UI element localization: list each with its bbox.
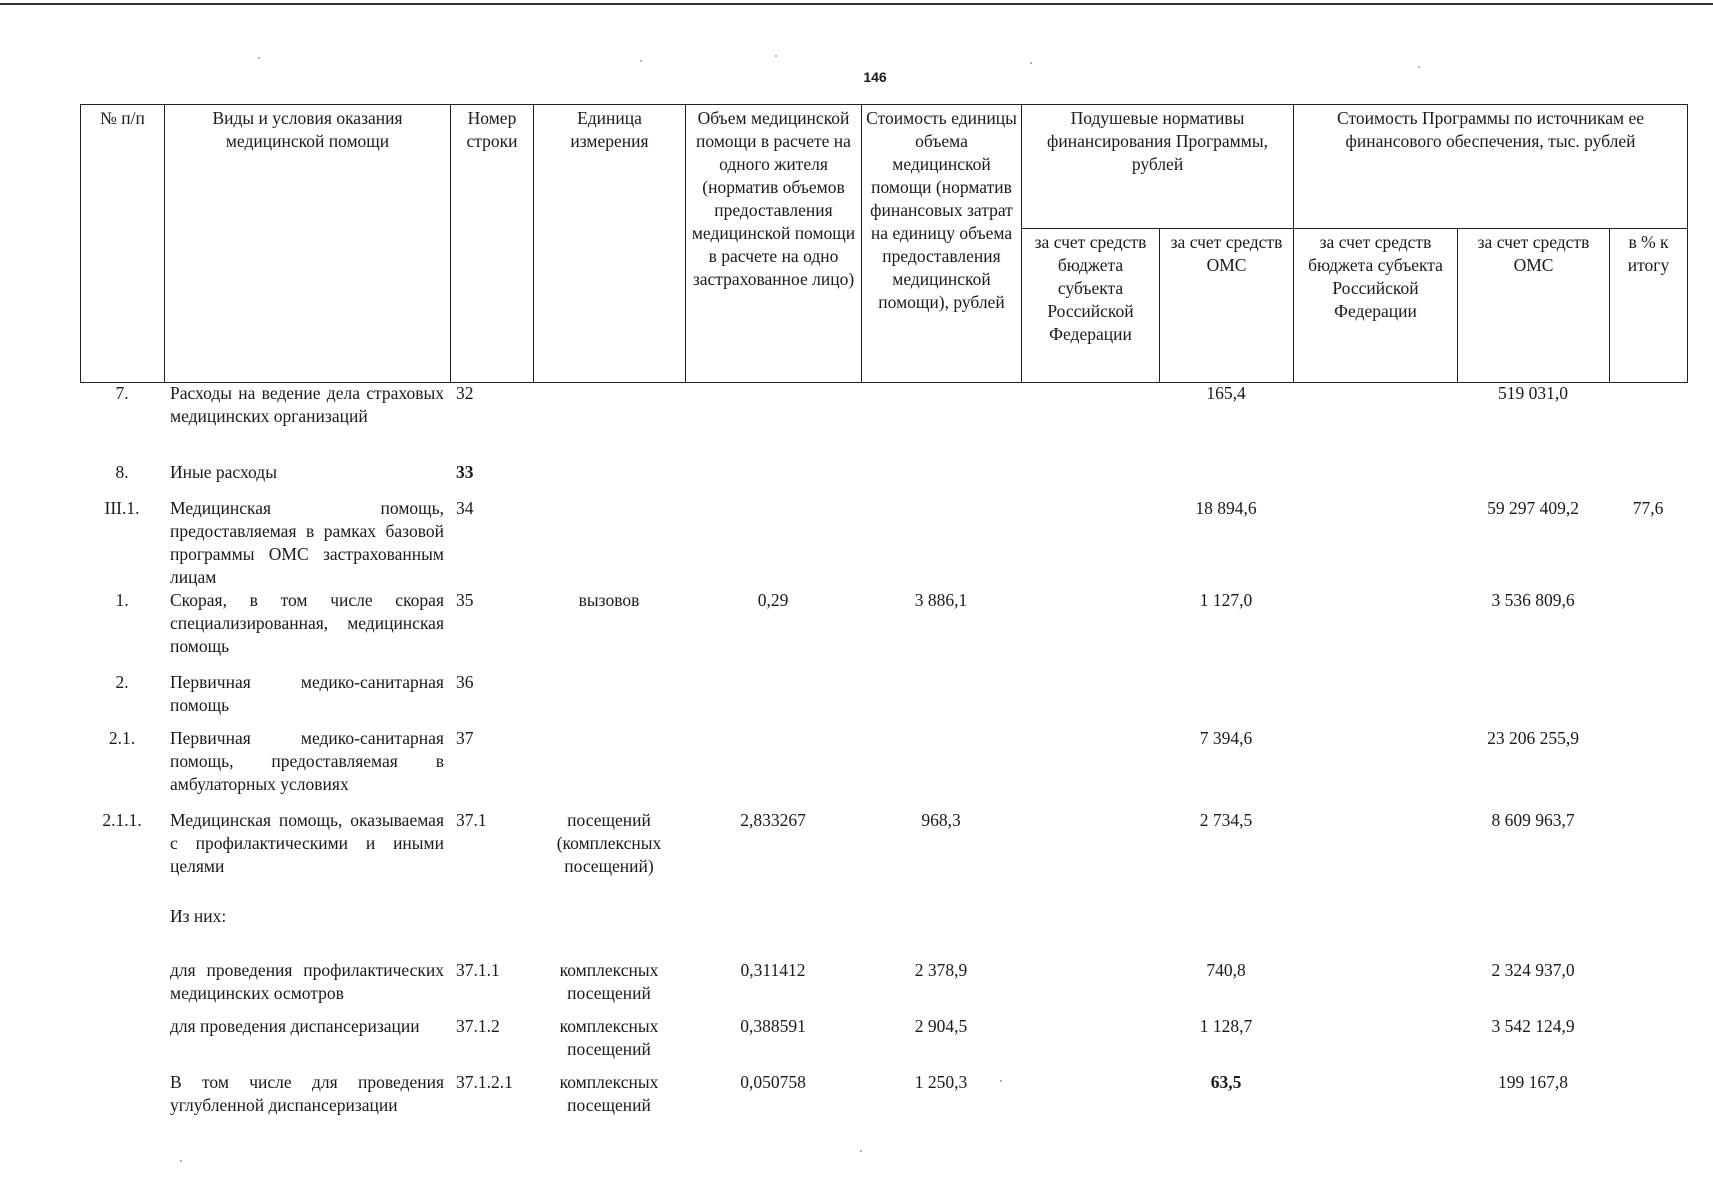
row-cost-oms: 3 542 124,9 <box>1491 1016 1575 1036</box>
page-number: 146 <box>863 69 887 85</box>
header-cost-budget: за счет средств бюджета субъекта Российской Федерации <box>1294 229 1458 383</box>
row-cost-budget <box>1293 905 1457 959</box>
header-cost-oms: за счет средств ОМС <box>1458 229 1610 383</box>
row-name: Иные расходы <box>170 462 277 482</box>
row-num: 2.1.1. <box>102 810 142 830</box>
row-pc-budget <box>1021 905 1159 959</box>
row-pc-budget <box>1021 461 1159 497</box>
header-num: № п/п <box>81 105 165 383</box>
row-num <box>80 1071 164 1127</box>
row-pct <box>1609 671 1687 727</box>
row-cost <box>861 905 1021 959</box>
scan-speck <box>775 55 777 57</box>
row-num: 8. <box>115 462 129 482</box>
row-name: для проведения профилактических медицинских осмотров <box>170 960 444 1003</box>
row-cost-oms: 23 206 255,9 <box>1487 728 1579 748</box>
row-pc-budget <box>1021 727 1159 809</box>
row-pc-oms: 740,8 <box>1206 960 1246 980</box>
row-pc-oms: 7 394,6 <box>1199 728 1253 748</box>
row-cost-budget <box>1293 497 1457 589</box>
row-pct <box>1609 1015 1687 1071</box>
row-pc-budget <box>1021 382 1159 461</box>
row-name: Медицинская помощь, предоставляемая в рамках базовой программы ОМС застрахованным лицам <box>170 498 444 587</box>
row-name: Первичная медико-санитарная помощь <box>170 672 444 715</box>
row-cost-budget <box>1293 1071 1457 1127</box>
row-pct <box>1609 589 1687 671</box>
header-line: Номер строки <box>451 105 534 383</box>
row-cost: 968,3 <box>921 810 961 830</box>
header-kind: Виды и условия оказания медицинской помощи <box>165 105 451 383</box>
row-cost-oms: 199 167,8 <box>1498 1072 1568 1092</box>
row-cost-oms: 2 324 937,0 <box>1491 960 1575 980</box>
row-pc-oms: 63,5 <box>1210 1072 1242 1092</box>
row-pct: 77,6 <box>1632 498 1664 518</box>
row-num: 2. <box>115 672 129 692</box>
row-pc-budget <box>1021 497 1159 589</box>
row-volume <box>685 727 861 809</box>
row-volume: 0,311412 <box>740 960 806 980</box>
row-pct <box>1609 905 1687 959</box>
row-volume <box>685 497 861 589</box>
header-volume: Объем медицинской помощи в расчете на одного жителя (норматив объемов предоставления медицинской помощи в расчете на одно застрахованное лицо) <box>686 105 862 383</box>
table-row <box>80 589 1687 671</box>
row-cost <box>861 727 1021 809</box>
row-num: III.1. <box>104 498 140 518</box>
row-unit <box>533 671 685 727</box>
row-cost: 3 886,1 <box>914 590 968 610</box>
row-unit <box>533 382 685 461</box>
row-volume: 0,29 <box>757 590 789 610</box>
row-pc-budget <box>1021 671 1159 727</box>
row-line: 37.1.1 <box>456 960 500 980</box>
table-row <box>80 382 1687 461</box>
row-volume: 0,050758 <box>740 1072 806 1092</box>
row-volume <box>685 461 861 497</box>
row-pc-oms <box>1159 905 1293 959</box>
row-name: В том числе для проведения углубленной диспансеризации <box>170 1072 444 1115</box>
table-row <box>80 1071 1687 1127</box>
row-line: 32 <box>456 383 474 403</box>
row-name: Расходы на ведение дела страховых медицинских организаций <box>170 383 444 426</box>
row-pc-budget <box>1021 1015 1159 1071</box>
scan-speck <box>258 57 260 59</box>
scan-speck <box>180 1160 182 1162</box>
row-volume <box>685 671 861 727</box>
row-name: для проведения диспансеризации <box>170 1016 420 1036</box>
row-cost-budget <box>1293 809 1457 905</box>
row-unit <box>533 461 685 497</box>
table-row <box>80 809 1687 905</box>
row-cost: 2 378,9 <box>914 960 968 980</box>
row-pct <box>1609 1071 1687 1127</box>
header-pc-budget: за счет средств бюджета субъекта Российской Федерации <box>1022 229 1160 383</box>
row-num <box>80 1015 164 1071</box>
row-num <box>80 959 164 1015</box>
row-cost: 2 904,5 <box>914 1016 968 1036</box>
scan-speck <box>860 1150 862 1152</box>
row-cost <box>861 382 1021 461</box>
row-cost-budget <box>1293 727 1457 809</box>
row-pc-budget <box>1021 1071 1159 1127</box>
row-cost-oms: 3 536 809,6 <box>1491 590 1575 610</box>
table-row <box>80 461 1687 497</box>
row-cost <box>861 497 1021 589</box>
row-cost-oms <box>1457 461 1609 497</box>
row-num <box>80 905 164 959</box>
row-pct <box>1609 727 1687 809</box>
row-line: 37 <box>456 728 474 748</box>
row-unit: вызовов <box>578 590 640 610</box>
row-volume <box>685 905 861 959</box>
scan-speck <box>1418 66 1420 68</box>
row-num: 7. <box>115 383 129 403</box>
row-cost-oms <box>1457 671 1609 727</box>
table-row <box>80 727 1687 809</box>
row-line <box>450 905 533 959</box>
row-cost-budget <box>1293 461 1457 497</box>
table-row <box>80 959 1687 1015</box>
row-cost-oms: 8 609 963,7 <box>1491 810 1575 830</box>
row-pc-budget <box>1021 809 1159 905</box>
header-group-program-cost: Стоимость Программы по источникам ее финансового обеспечения, тыс. рублей <box>1294 105 1688 229</box>
header-group-per-capita: Подушевые нормативы финансирования Программы, рублей <box>1022 105 1294 229</box>
row-pc-oms: 18 894,6 <box>1195 498 1257 518</box>
row-volume: 0,388591 <box>740 1016 806 1036</box>
row-cost-oms: 519 031,0 <box>1498 383 1568 403</box>
table-body <box>80 382 1687 1127</box>
header-pc-oms: за счет средств ОМС <box>1160 229 1294 383</box>
row-unit: посещений (комплексных посещений) <box>556 810 662 876</box>
row-cost-oms <box>1457 905 1609 959</box>
row-pc-oms <box>1159 461 1293 497</box>
table-row <box>80 1015 1687 1071</box>
row-pct <box>1609 461 1687 497</box>
row-unit <box>533 727 685 809</box>
table-row <box>80 905 1687 959</box>
row-pct <box>1609 382 1687 461</box>
row-cost-budget <box>1293 1015 1457 1071</box>
header-unit: Единица измерения <box>534 105 686 383</box>
table-row <box>80 671 1687 727</box>
row-unit: комплексных посещений <box>559 1072 659 1115</box>
scan-speck <box>1030 62 1032 64</box>
row-pc-oms: 2 734,5 <box>1199 810 1253 830</box>
row-pct <box>1609 809 1687 905</box>
row-line: 37.1.2.1 <box>456 1072 513 1092</box>
row-line: 37.1.2 <box>456 1016 500 1036</box>
row-num: 2.1. <box>108 728 136 748</box>
row-cost-budget <box>1293 959 1457 1015</box>
table-row <box>80 497 1687 589</box>
row-pc-oms: 1 128,7 <box>1199 1016 1253 1036</box>
row-cost <box>861 461 1021 497</box>
row-line: 34 <box>456 498 474 518</box>
header-cost: Стоимость единицы объема медицинской помощи (норматив финансовых затрат на единицу объема предоставления медицинской помощи), рублей <box>862 105 1022 383</box>
row-cost-budget <box>1293 382 1457 461</box>
scan-speck <box>640 60 642 62</box>
table-header <box>80 104 1688 383</box>
scan-speck <box>1000 1080 1002 1082</box>
page-top-rule <box>0 3 1713 5</box>
row-pc-oms: 1 127,0 <box>1199 590 1253 610</box>
row-name: Медицинская помощь, оказываемая с профилактическими и иными целями <box>170 810 444 876</box>
row-cost: 1 250,3 <box>914 1072 968 1092</box>
row-name: Скорая, в том числе скорая специализированная, медицинская помощь <box>170 590 444 656</box>
row-pc-oms: 165,4 <box>1206 383 1246 403</box>
row-name: Первичная медико-санитарная помощь, предоставляемая в амбулаторных условиях <box>170 728 444 794</box>
row-line: 33 <box>456 462 474 482</box>
row-unit <box>533 905 685 959</box>
row-unit: комплексных посещений <box>559 960 659 1003</box>
row-pc-budget <box>1021 959 1159 1015</box>
row-line: 36 <box>456 672 474 692</box>
row-unit <box>533 497 685 589</box>
row-cost-budget <box>1293 589 1457 671</box>
row-volume: 2,833267 <box>740 810 806 830</box>
row-pct <box>1609 959 1687 1015</box>
row-cost-budget <box>1293 671 1457 727</box>
row-line: 35 <box>456 590 474 610</box>
row-cost-oms: 59 297 409,2 <box>1487 498 1579 518</box>
row-num: 1. <box>115 590 129 610</box>
row-unit: комплексных посещений <box>559 1016 659 1059</box>
row-pc-budget <box>1021 589 1159 671</box>
header-cost-pct: в % к итогу <box>1610 229 1688 383</box>
row-name: Из них: <box>170 906 227 926</box>
row-volume <box>685 382 861 461</box>
row-pc-oms <box>1159 671 1293 727</box>
row-line: 37.1 <box>456 810 487 830</box>
row-cost <box>861 671 1021 727</box>
